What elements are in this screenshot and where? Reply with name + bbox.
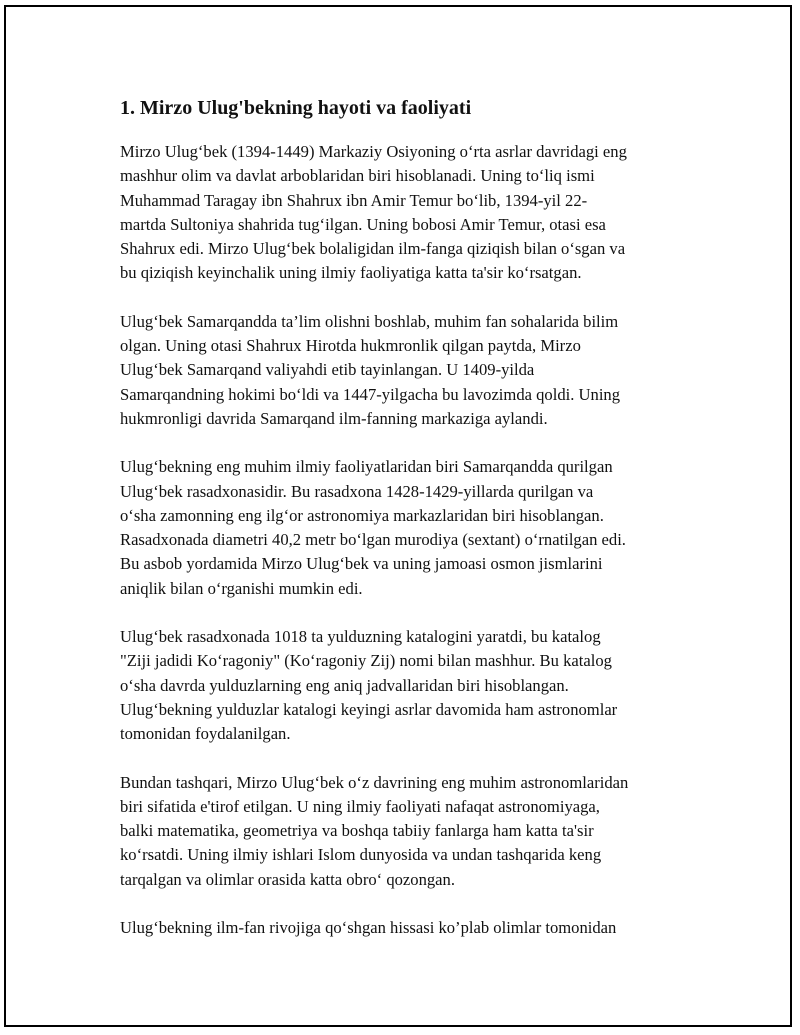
text-line: Bundan tashqari, Mirzo Ulug‘bek o‘z davrining eng muhim astronomlaridan — [120, 772, 629, 792]
text-line: bu qiziqish keyinchalik uning ilmiy faoliyatiga katta ta'sir ko‘rsatgan. — [120, 263, 582, 283]
text-line: Ulug‘bek Samarqandda ta’lim olishni boshlab, muhim fan sohalarida bilim — [120, 311, 619, 331]
paragraph-1 — [120, 140, 700, 286]
text-line: "Ziji jadidi Ko‘ragoniy" (Ko‘ragoniy Zij) nomi bilan mashhur. Bu katalog — [120, 651, 612, 671]
text-line: Bu asbob yordamida Mirzo Ulug‘bek va uning jamoasi osmon jismlarini — [120, 554, 603, 574]
text-line: Samarqandning hokimi bo‘ldi va 1447-yilgacha bu lavozimda qoldi. Uning — [120, 384, 621, 404]
text-line: Mirzo Ulug‘bek (1394-1449) Markaziy Osiyoning o‘rta asrlar davridagi eng — [120, 142, 627, 161]
text-line: balki matematika, geometriya va boshqa tabiiy fanlarga ham katta ta'sir — [120, 821, 594, 841]
text-line: Rasadxonada diametri 40,2 metr bo‘lgan murodiya (sextant) o‘rnatilgan edi. — [120, 530, 626, 550]
text-line: Ulug‘bekning eng muhim ilmiy faoliyatlaridan biri Samarqandda qurilgan — [120, 457, 613, 477]
text-line: Ulug‘bek Samarqand valiyahdi etib tayinlangan. U 1409-yilda — [120, 360, 535, 380]
text-line: Ulug‘bek rasadxonada 1018 ta yulduzning katalogini yaratdi, bu katalog — [120, 627, 601, 647]
text-line: tarqalgan va olimlar orasida katta obro‘ qozongan. — [120, 869, 455, 889]
document-body — [120, 91, 700, 964]
text-line: Muhammad Taragay ibn Shahrux ibn Amir Temur bo‘lib, 1394-yil 22- — [120, 190, 588, 210]
text-line: tomonidan foydalanilgan. — [120, 724, 291, 744]
document-page — [4, 5, 792, 1027]
text-line: o‘sha zamonning eng ilg‘or astronomiya markazlaridan biri hisoblangan. — [120, 505, 604, 525]
paragraph-5 — [120, 771, 700, 892]
text-line: martda Sultoniya shahrida tug‘ilgan. Uning bobosi Amir Temur, otasi esa — [120, 214, 606, 234]
text-line: ko‘rsatdi. Uning ilmiy ishlari Islom dunyosida va undan tashqarida keng — [120, 845, 602, 865]
text-line: hukmronligi davrida Samarqand ilm-fanning markaziga aylandi. — [120, 408, 548, 428]
text-line: Ulug‘bekning yulduzlar katalogi keyingi asrlar davomida ham astronomlar — [120, 699, 618, 719]
text-line: aniqlik bilan o‘rganishi mumkin edi. — [120, 578, 363, 598]
text-line: Ulug‘bekning ilm-fan rivojiga qo‘shgan hissasi ko’plab olimlar tomonidan — [120, 918, 617, 938]
paragraph-2 — [120, 310, 700, 431]
text-line: Shahrux edi. Mirzo Ulug‘bek bolaligidan ilm-fanga qiziqish bilan o‘sgan va — [120, 239, 626, 259]
paragraph-4 — [120, 625, 700, 746]
text-line: mashhur olim va davlat arboblaridan biri hisoblanadi. Uning to‘liq ismi — [120, 166, 595, 186]
paragraph-6 — [120, 916, 700, 940]
text-line: Ulug‘bek rasadxonasidir. Bu rasadxona 1428-1429-yillarda qurilgan va — [120, 481, 594, 501]
section-heading: 1. Mirzo Ulug'bekning hayoti va faoliyati — [120, 97, 472, 119]
paragraph-3 — [120, 455, 700, 601]
text-line: biri sifatida e'tirof etilgan. U ning ilmiy faoliyati nafaqat astronomiyaga, — [120, 796, 600, 816]
text-line: olgan. Uning otasi Shahrux Hirotda hukmronlik qilgan paytda, Mirzo — [120, 336, 581, 356]
text-line: o‘sha davrda yulduzlarning eng aniq jadvallaridan biri hisoblangan. — [120, 675, 569, 695]
